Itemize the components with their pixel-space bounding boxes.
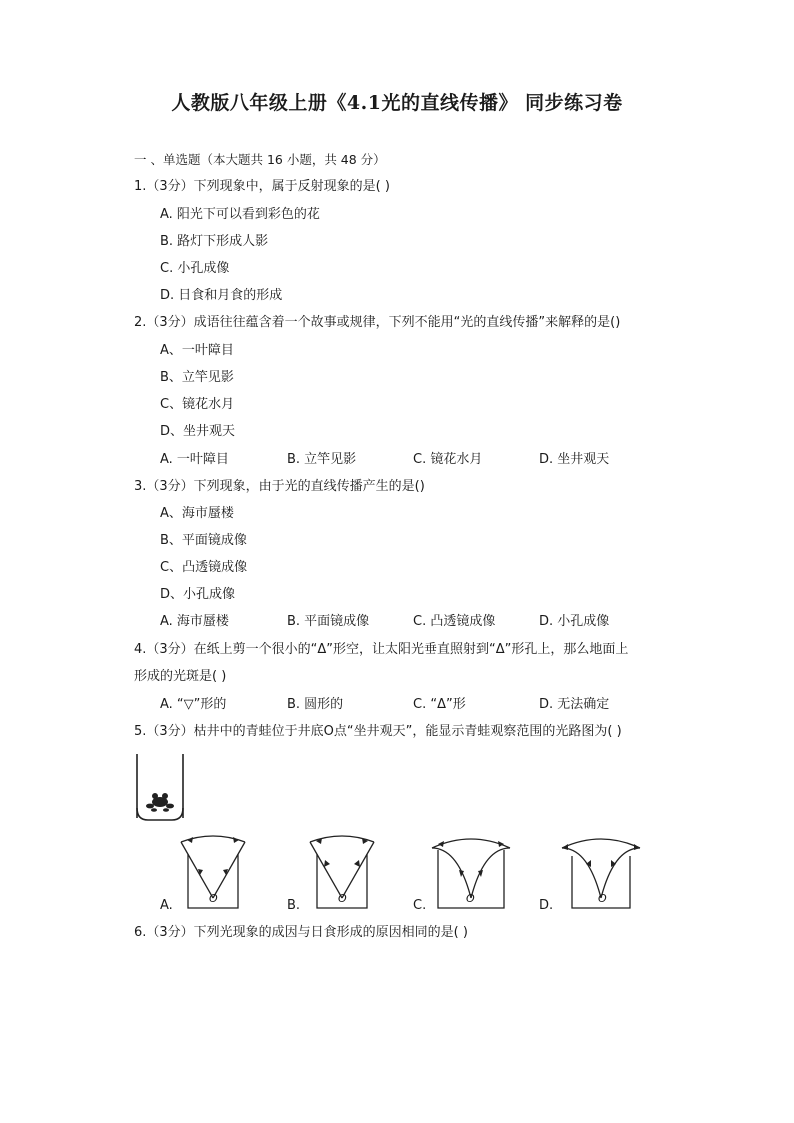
frog-icon (146, 793, 174, 812)
well-icon (137, 754, 183, 820)
question-2-option-c[interactable]: C. 镜花水月 (413, 452, 483, 467)
question-4-option-b[interactable]: B. 圆形的 (287, 697, 344, 712)
question-2-option-a[interactable]: A. 一叶障目 (160, 452, 229, 467)
question-1-option-d[interactable]: D. 日食和月食的形成 (160, 288, 283, 303)
question-3-sub-b: B、平面镜成像 (160, 533, 247, 548)
question-1-option-c[interactable]: C. 小孔成像 (160, 261, 230, 276)
question-1-option-a[interactable]: A. 阳光下可以看到彩色的花 (160, 207, 320, 222)
question-2-sub-c: C、镜花水月 (160, 397, 235, 412)
question-2-sub-a: A、一叶障目 (160, 343, 234, 358)
question-3-sub-d: D、小孔成像 (160, 587, 236, 602)
question-3-option-c[interactable]: C. 凸透镜成像 (413, 614, 496, 629)
question-3-option-a[interactable]: A. 海市蜃楼 (160, 614, 229, 629)
option-b-point-label: O (338, 892, 347, 905)
question-4-stem-line1: 4.（3分）在纸上剪一个很小的“Δ”形空，让太阳光垂直照射到“Δ”形孔上，那么地面上 (134, 642, 629, 657)
question-2-sub-b: B、立竿见影 (160, 370, 234, 385)
question-4-stem-line2: 形成的光斑是( ) (134, 669, 227, 684)
question-5-option-a[interactable]: A. (160, 898, 173, 913)
question-3-sub-c: C、凸透镜成像 (160, 560, 248, 575)
question-3-option-d[interactable]: D. 小孔成像 (539, 614, 610, 629)
question-4-option-d[interactable]: D. 无法确定 (539, 697, 610, 712)
page-title: 人教版八年级上册《4.1光的直线传播》 同步练习卷 (171, 92, 623, 114)
question-1-stem: 1.（3分）下列现象中，属于反射现象的是( ) (134, 179, 390, 194)
option-c-point-label: O (466, 892, 475, 905)
question-1-option-b[interactable]: B. 路灯下形成人影 (160, 234, 269, 249)
question-5-option-b[interactable]: B. (287, 898, 301, 913)
question-4-option-c[interactable]: C. “Δ”形 (413, 697, 466, 712)
question-4-option-a[interactable]: A. “▽”形的 (160, 697, 227, 712)
question-2-option-b[interactable]: B. 立竿见影 (287, 452, 357, 467)
question-5-stem: 5.（3分）枯井中的青蛙位于井底O点“坐井观天”，能显示青蛙观察范围的光路图为( ) (134, 724, 622, 739)
question-2-option-d[interactable]: D. 坐井观天 (539, 452, 610, 467)
question-3-sub-a: A、海市蜃楼 (160, 506, 234, 521)
question-3-stem: 3.（3分）下列现象，由于光的直线传播产生的是() (134, 479, 425, 494)
option-a-point-label: O (209, 892, 218, 905)
section-heading: 一 、单选题（本大题共 16 小题，共 48 分） (134, 152, 386, 167)
question-2-sub-d: D、坐井观天 (160, 424, 236, 439)
question-2-stem: 2.（3分）成语往往蕴含着一个故事或规律，下列不能用“光的直线传播”来解释的是() (134, 315, 621, 330)
question-3-option-b[interactable]: B. 平面镜成像 (287, 614, 370, 629)
option-d-point-label: O (598, 892, 607, 905)
question-6-stem: 6.（3分）下列光现象的成因与日食形成的原因相同的是( ) (134, 925, 468, 940)
question-5-option-c[interactable]: C. (413, 898, 427, 913)
frog-in-well-figure (134, 752, 186, 824)
question-5-option-d[interactable]: D. (539, 898, 554, 913)
